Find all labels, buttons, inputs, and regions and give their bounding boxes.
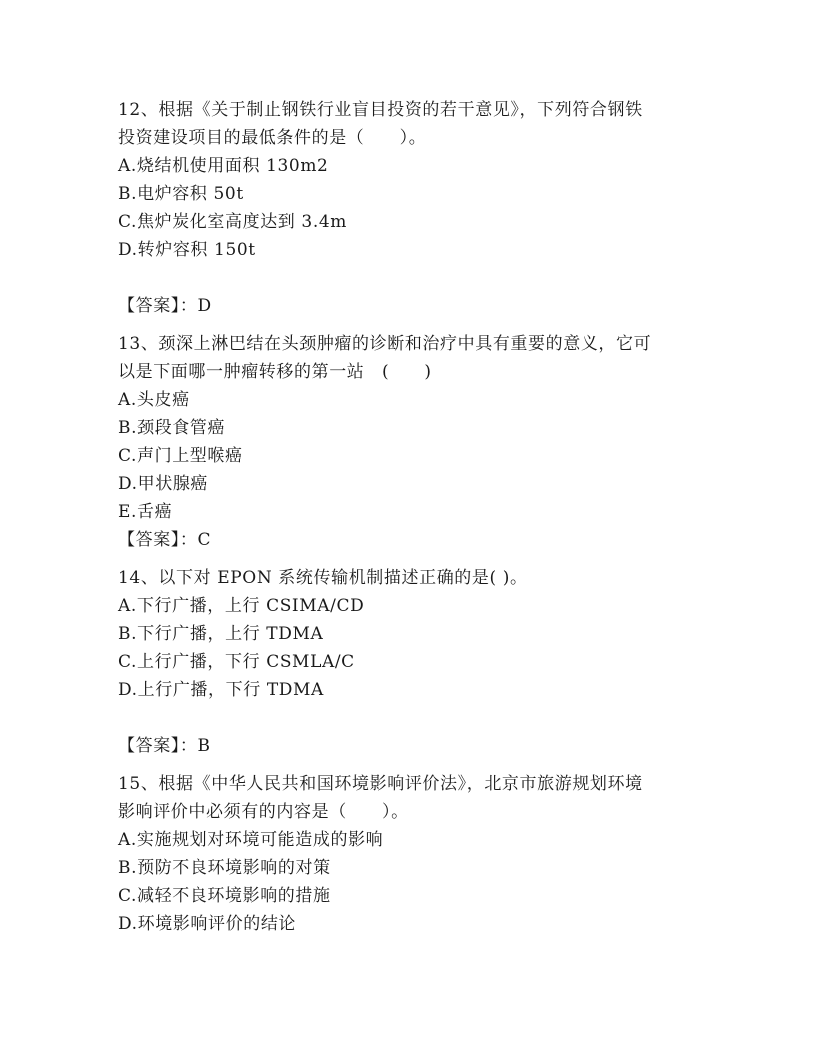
option-c: C.减轻不良环境影响的措施 [118, 886, 331, 906]
question-12 [118, 96, 698, 320]
option-d: D.上行广播，下行 TDMA [118, 680, 324, 700]
answer-line: 【答案】：C [118, 530, 212, 550]
option-d: D.转炉容积 150t [118, 240, 256, 260]
option-e: E.舌癌 [118, 502, 173, 522]
question-stem-line: 15、根据《中华人民共和国环境影响评价法》，北京市旅游规划环境 [118, 774, 643, 794]
question-stem-line: 影响评价中必须有的内容是（ ）。 [118, 802, 409, 822]
question-14 [118, 564, 698, 760]
option-a: A.下行广播，上行 CSIMA/CD [118, 596, 365, 616]
option-c: C.焦炉炭化室高度达到 3.4m [118, 212, 347, 232]
question-stem-line: 以是下面哪一肿瘤转移的第一站 ( ) [118, 362, 432, 382]
question-stem-line: 投资建设项目的最低条件的是（ ）。 [118, 128, 427, 148]
option-a: A.头皮癌 [118, 390, 190, 410]
option-d: D.甲状腺癌 [118, 474, 209, 494]
question-15 [118, 770, 698, 938]
option-b: B.颈段食管癌 [118, 418, 226, 438]
question-stem-line: 14、以下对 EPON 系统传输机制描述正确的是( )。 [118, 568, 528, 588]
document-page [118, 96, 698, 938]
answer-line: 【答案】：D [118, 296, 212, 316]
question-13 [118, 330, 698, 554]
answer-line: 【答案】：B [118, 736, 211, 756]
question-stem-line: 13、颈深上淋巴结在头颈肿瘤的诊断和治疗中具有重要的意义，它可 [118, 334, 652, 354]
option-a: A.实施规划对环境可能造成的影响 [118, 830, 384, 850]
option-c: C.声门上型喉癌 [118, 446, 243, 466]
option-d: D.环境影响评价的结论 [118, 914, 297, 934]
option-b: B.电炉容积 50t [118, 184, 244, 204]
option-c: C.上行广播，下行 CSMLA/C [118, 652, 355, 672]
question-stem-line: 12、根据《关于制止钢铁行业盲目投资的若干意见》，下列符合钢铁 [118, 100, 643, 120]
option-b: B.下行广播，上行 TDMA [118, 624, 324, 644]
option-a: A.烧结机使用面积 130m2 [118, 156, 329, 176]
option-b: B.预防不良环境影响的对策 [118, 858, 331, 878]
